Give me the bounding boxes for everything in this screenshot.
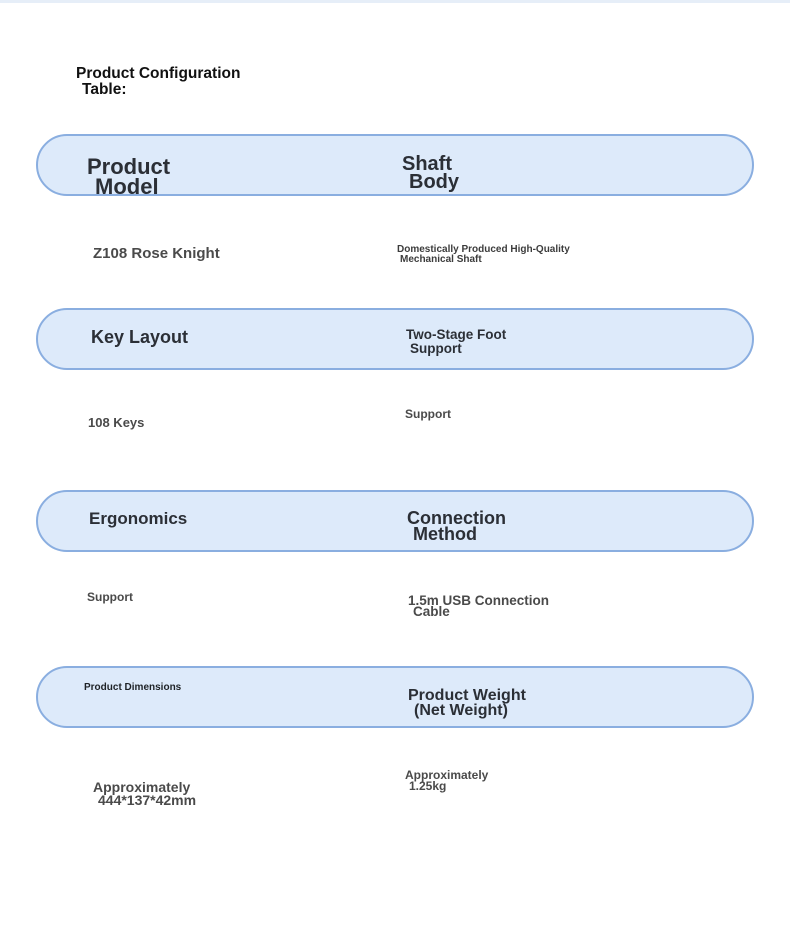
value-key-layout: 108 Keys (88, 415, 145, 430)
value-product-dimensions: Approximately 444*137*42mm (93, 779, 197, 809)
header-connection-method: Connection Method (407, 508, 506, 545)
value-shaft-body: Domestically Produced High-Quality Mechanical Shaft (397, 244, 570, 265)
value-ergonomics: Support (87, 590, 133, 604)
page-title-line-2: Table: (82, 81, 127, 98)
value-two-stage-foot-support: Support (405, 407, 451, 421)
header-product-dimensions: Product Dimensions (84, 682, 182, 693)
header-product-model: Product Model (87, 154, 171, 199)
value-product-weight: Approximately 1.25kg (405, 768, 489, 794)
page-title-line-1: Product Configuration (76, 65, 241, 82)
header-key-layout: Key Layout (91, 327, 189, 347)
value-product-model: Z108 Rose Knight (93, 245, 220, 262)
page-title (76, 66, 240, 98)
top-border-line (0, 0, 790, 3)
header-ergonomics: Ergonomics (89, 509, 188, 528)
header-shaft-body: Shaft Body (402, 153, 459, 193)
header-two-stage-foot-support: Two-Stage Foot Support (406, 327, 507, 356)
header-band-4 (36, 666, 754, 728)
value-connection-method: 1.5m USB Connection Cable (408, 593, 550, 619)
header-product-weight: Product Weight (Net Weight) (408, 687, 526, 720)
